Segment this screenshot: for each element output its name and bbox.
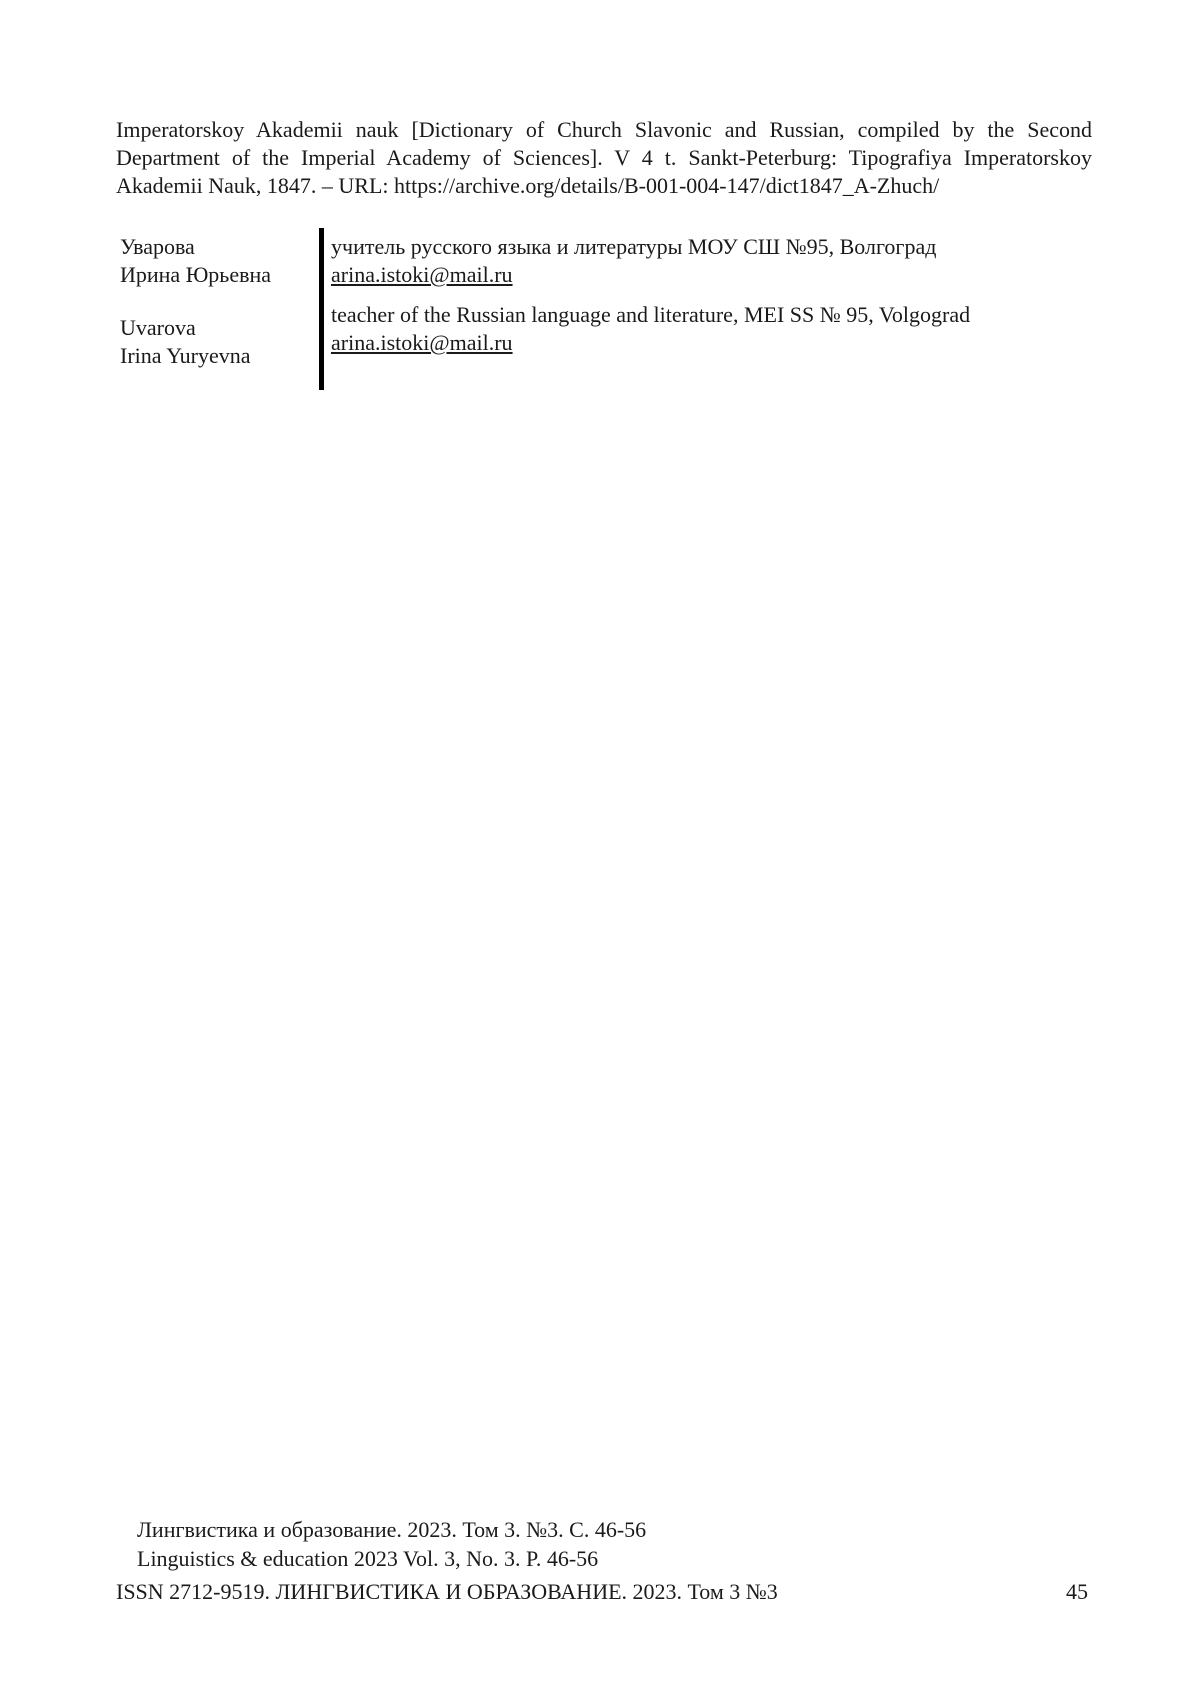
issn-line: ISSN 2712-9519. ЛИНГВИСТИКА И ОБРАЗОВАНИЕ. 2023. Том 3 №3 [116,1579,778,1604]
page-number: 45 [1066,1579,1088,1604]
author-name-en [120,314,310,370]
author-divider [319,228,324,390]
journal-citation-ru: Лингвистика и образование. 2023. Том 3. №3. С. 46-56 [137,1517,647,1542]
author-given-names-en: Irina Yuryevna [120,343,251,368]
author-given-names-ru: Ирина Юрьевна [120,262,272,287]
reference-entry: Imperatorskoy Akademii nauk [Dictionary of Church Slavonic and Russian, compiled by the Second Department of the Imperial Academy of Sciences]. V 4 t. Sankt-Peterburg: Tipografiya Imperatorskoy Akademii Nauk, 1847. – URL: https://archive.org/details/B-001-004-147/dict1847_A-Zhuch/ [116,117,1092,198]
author-email-link-ru[interactable]: arina.istoki@mail.ru [331,262,513,287]
author-affiliation-en [331,301,1091,357]
author-affiliation-ru [331,233,1091,289]
author-surname-en: Uvarova [120,315,196,340]
author-surname-ru: Уварова [120,234,195,259]
author-email-link-en[interactable]: arina.istoki@mail.ru [331,330,513,355]
author-position-ru: учитель русского языка и литературы МОУ СШ №95, Волгоград [331,234,937,259]
journal-citation [137,1515,646,1573]
journal-citation-en: Linguistics & education 2023 Vol. 3, No. 3. P. 46-56 [137,1546,599,1571]
author-name-ru [120,233,310,289]
author-info-table [120,228,1092,390]
author-position-en: teacher of the Russian language and literature, MEI SS № 95, Volgograd [331,302,971,327]
